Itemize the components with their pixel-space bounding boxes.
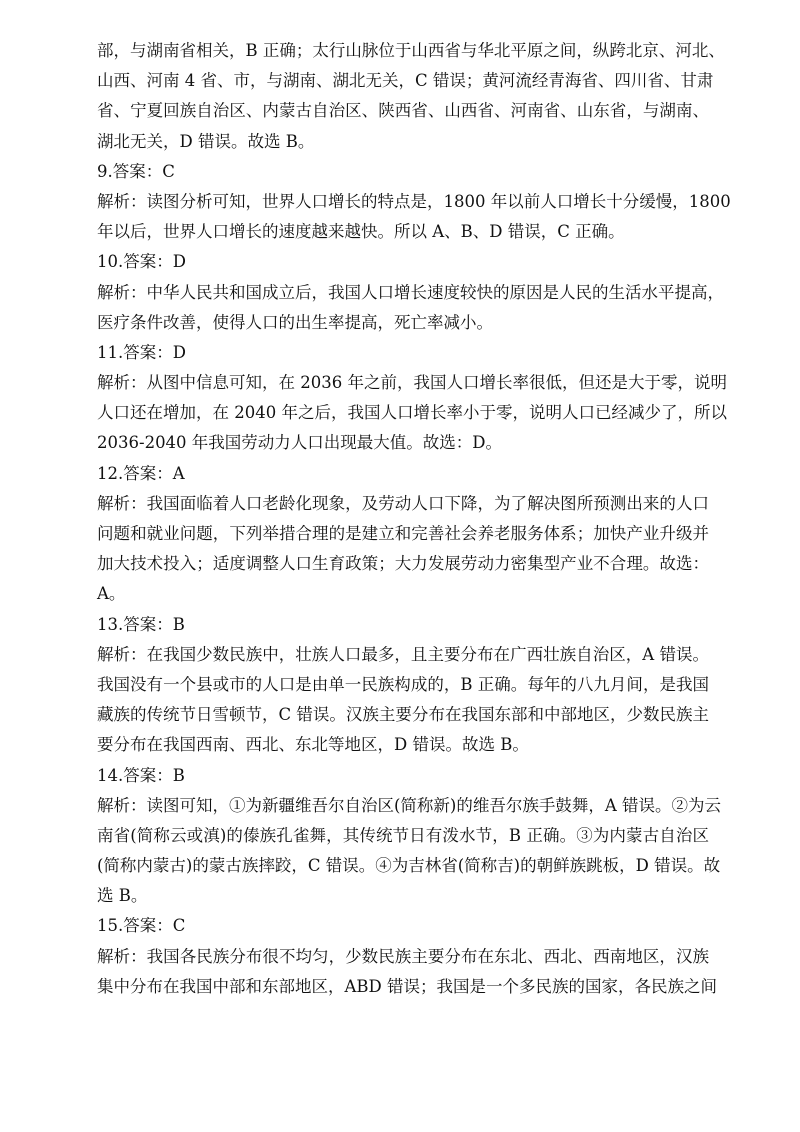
text-line: 15.答案：C [97, 916, 186, 936]
text-line: 湖北无关，D 错误。故选 B。 [97, 131, 315, 151]
text-line: 集中分布在我国中部和东部地区，ABD 错误；我国是一个多民族的国家，各民族之间 [97, 976, 718, 996]
text-line: 我国没有一个县或市的人口是由单一民族构成的，B 正确。每年的八九月间，是我国 [97, 674, 709, 694]
text-line: 人口还在增加，在 2040 年之后，我国人口增长率小于零，说明人口已经减少了，所以 [97, 403, 727, 423]
text-line: 医疗条件改善，使得人口的出生率提高，死亡率减小。 [97, 312, 493, 332]
text-line: 解析：从图中信息可知，在 2036 年之前，我国人口增长率很低，但还是大于零，说明 [97, 373, 727, 393]
text-line: 省、宁夏回族自治区、内蒙古自治区、陕西省、山西省、河南省、山东省，与湖南、 [97, 101, 709, 121]
document-page [97, 36, 731, 1002]
text-line: 解析：我国各民族分布很不均匀，少数民族主要分布在东北、西北、西南地区，汉族 [97, 946, 709, 966]
text-line: 问题和就业问题，下列举措合理的是建立和完善社会养老服务体系；加快产业升级并 [97, 524, 709, 543]
text-line: 解析：中华人民共和国成立后，我国人口增长速度较快的原因是人民的生活水平提高， [97, 282, 724, 302]
text-line: 9.答案：C [97, 161, 175, 181]
text-line: 山西、河南 4 省、市，与湖南、湖北无关，C 错误；黄河流经青海省、四川省、甘肃 [97, 71, 714, 91]
text-line: 10.答案：D [97, 252, 186, 272]
text-line: 南省(简称云或滇)的傣族孔雀舞，其传统节日有泼水节，B 正确。③为内蒙古自治区 [97, 825, 709, 845]
text-line: 11.答案：D [97, 342, 186, 362]
text-line: 选 B。 [97, 886, 148, 906]
text-line: A。 [97, 584, 126, 604]
text-line: 2036-2040 年我国劳动力人口出现最大值。故选：D。 [97, 433, 503, 453]
text-line: 解析：在我国少数民族中，壮族人口最多，且主要分布在广西壮族自治区，A 错误。 [97, 644, 709, 664]
text-line: 解析：读图分析可知，世界人口增长的特点是，1800 年以前人口增长十分缓慢，1800 [97, 191, 731, 211]
text-line: 解析：我国面临着人口老龄化现象，及劳动人口下降，为了解决图所预测出来的人口 [97, 493, 709, 513]
text-line: 部，与湖南省相关，B 正确；太行山脉位于山西省与华北平原之间，纵跨北京、河北、 [97, 41, 725, 60]
text-line: 要分布在我国西南、西北、东北等地区，D 错误。故选 B。 [97, 735, 529, 755]
text-line: (简称内蒙古)的蒙古族摔跤，C 错误。④为吉林省(简称吉)的朝鲜族跳板，D 错误。故 [97, 856, 721, 876]
text-line: 14.答案：B [97, 765, 185, 785]
text-line: 藏族的传统节日雪顿节，C 错误。汉族主要分布在我国东部和中部地区，少数民族主 [97, 705, 709, 725]
text-line: 解析：读图可知，①为新疆维吾尔自治区(简称新)的维吾尔族手鼓舞，A 错误。②为云 [97, 795, 722, 815]
text-line: 加大技术投入；适度调整人口生育政策；大力发展劳动力密集型产业不合理。故选： [97, 554, 709, 574]
text-line: 12.答案：A [97, 463, 185, 483]
text-line: 13.答案：B [97, 614, 185, 634]
text-line: 年以后，世界人口增长的速度越来越快。所以 A、B、D 错误，C 正确。 [97, 222, 625, 242]
